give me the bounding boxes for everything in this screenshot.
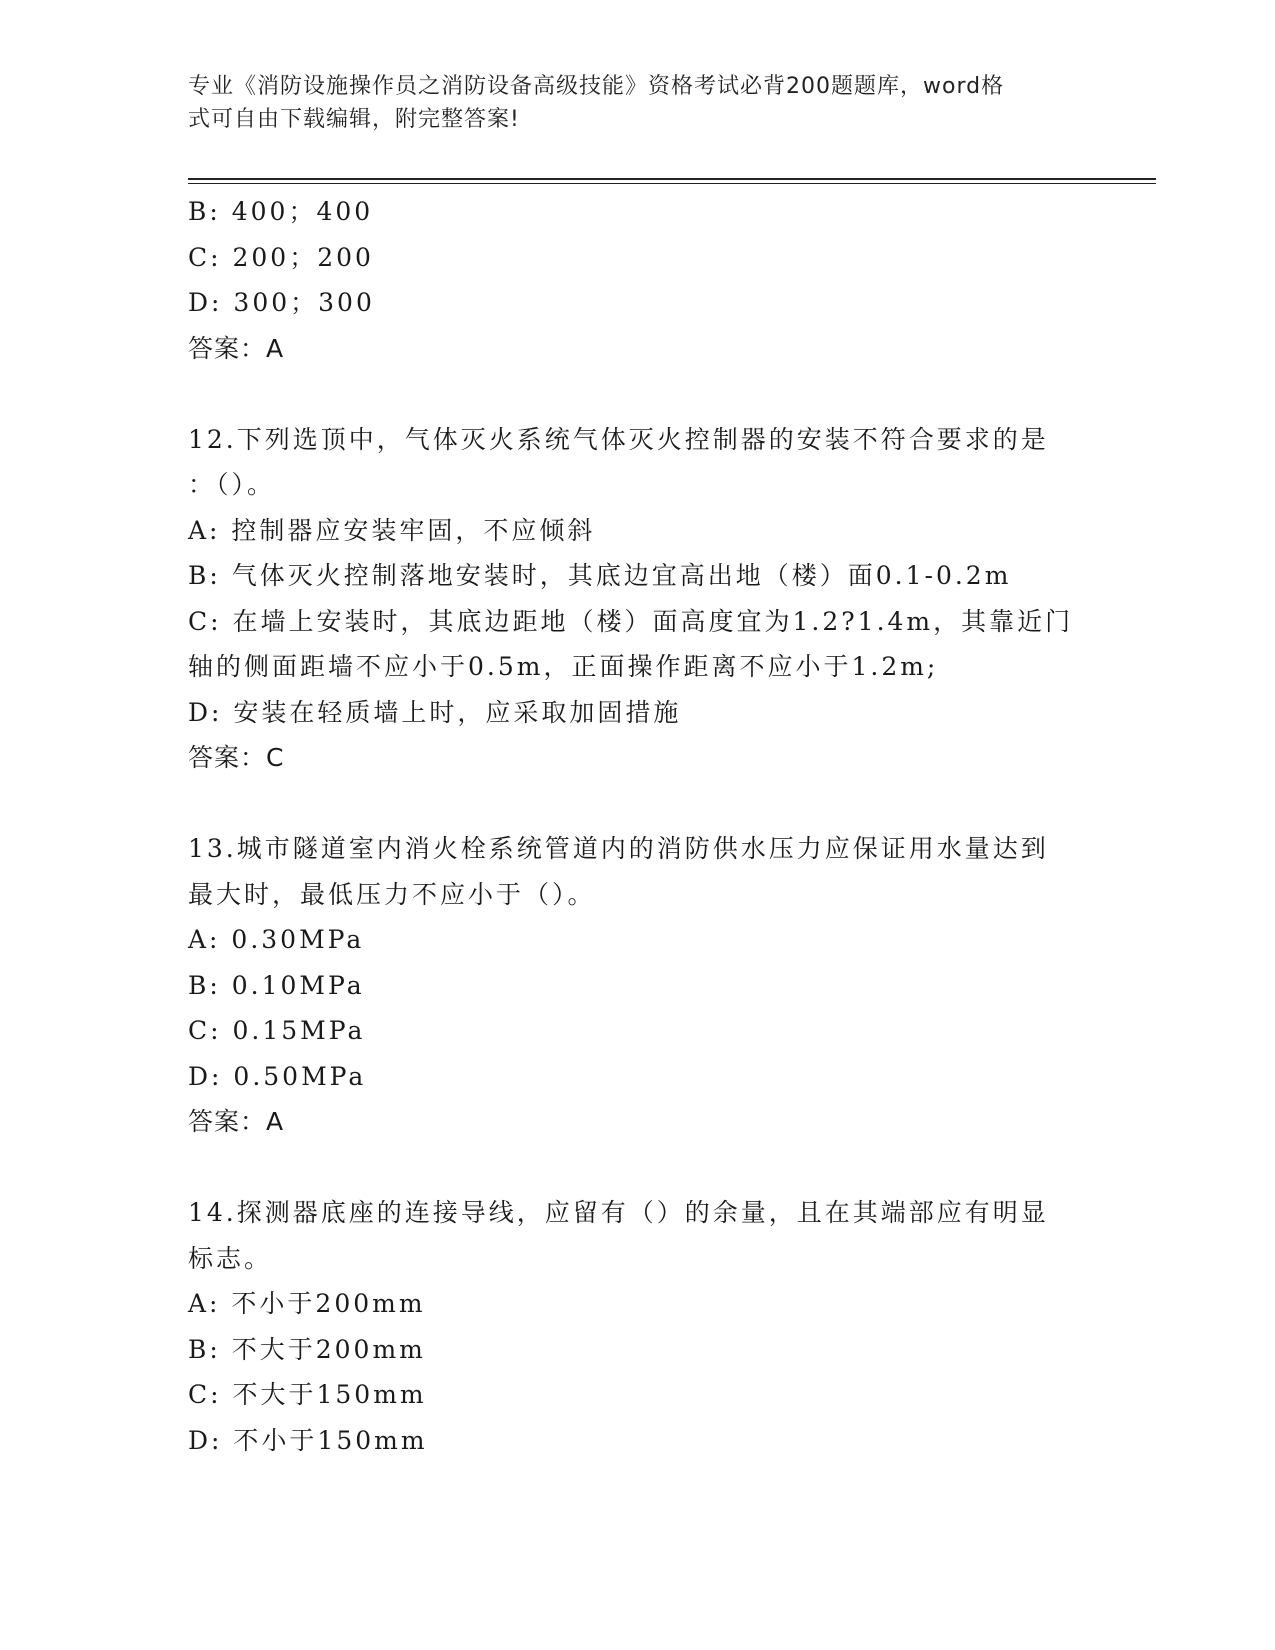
- option-c: C: 在墙上安装时，其底边距地（楼）面高度宜为1.2?1.4m，其靠近门: [188, 606, 1074, 636]
- question-stem: 13.城市隧道室内消火栓系统管道内的消防供水压力应保证用水量达到: [188, 834, 1049, 863]
- header-line-1: 专业《消防设施操作员之消防设备高级技能》资格考试必背200题题库，word格: [188, 74, 1005, 99]
- option-c-cont: 轴的侧面距墙不应小于0.5m，正面操作距离不应小于1.2m;: [188, 652, 939, 681]
- question-stem: 14.探测器底座的连接导线，应留有（）的余量，且在其端部应有明显: [188, 1198, 1049, 1227]
- spacer: [188, 1145, 1088, 1191]
- option-a: A: 不小于200mm: [188, 1289, 426, 1318]
- document-header: [188, 70, 1068, 136]
- question-13: [188, 826, 1088, 1145]
- option-c: C: 不大于150mm: [188, 1380, 427, 1409]
- option-d: D: 不小于150mm: [188, 1425, 428, 1455]
- answer: 答案：C: [188, 743, 285, 772]
- option-d: D: 安装在轻质墙上时，应采取加固措施: [188, 697, 682, 727]
- option-d: D: 0.50MPa: [188, 1061, 367, 1091]
- question-11-tail: [188, 189, 1088, 371]
- answer: 答案：A: [188, 333, 285, 363]
- header-line-2: 式可自由下载编辑，附完整答案!: [188, 107, 520, 132]
- option-a: A: 控制器应安装牢固，不应倾斜: [188, 515, 596, 545]
- option-b: B: 0.10MPa: [188, 970, 365, 1000]
- question-stem: 12.下列选顶中，气体灭火系统气体灭火控制器的安装不符合要求的是: [188, 424, 1049, 454]
- option-b: B: 气体灭火控制落地安装时，其底边宜高出地（楼）面0.1-0.2m: [188, 561, 1012, 590]
- option-d: D: 300；300: [188, 288, 375, 317]
- option-c: C: 200；200: [188, 242, 374, 272]
- question-12: [188, 417, 1088, 781]
- spacer: [188, 781, 1088, 827]
- header-divider-thin: [188, 183, 1156, 184]
- question-14: [188, 1190, 1088, 1463]
- question-stem-cont: 标志。: [188, 1243, 273, 1273]
- spacer: [188, 371, 1088, 417]
- answer: 答案：A: [188, 1107, 285, 1136]
- option-b: B: 不大于200mm: [188, 1334, 426, 1364]
- option-c: C: 0.15MPa: [188, 1016, 366, 1045]
- option-b: B: 400；400: [188, 197, 374, 226]
- question-list: [188, 189, 1088, 1463]
- header-divider-thick: [188, 178, 1156, 180]
- question-stem-cont: ：（）。: [188, 470, 276, 499]
- option-a: A: 0.30MPa: [188, 925, 365, 954]
- question-stem-cont: 最大时，最低压力不应小于（）。: [188, 879, 596, 909]
